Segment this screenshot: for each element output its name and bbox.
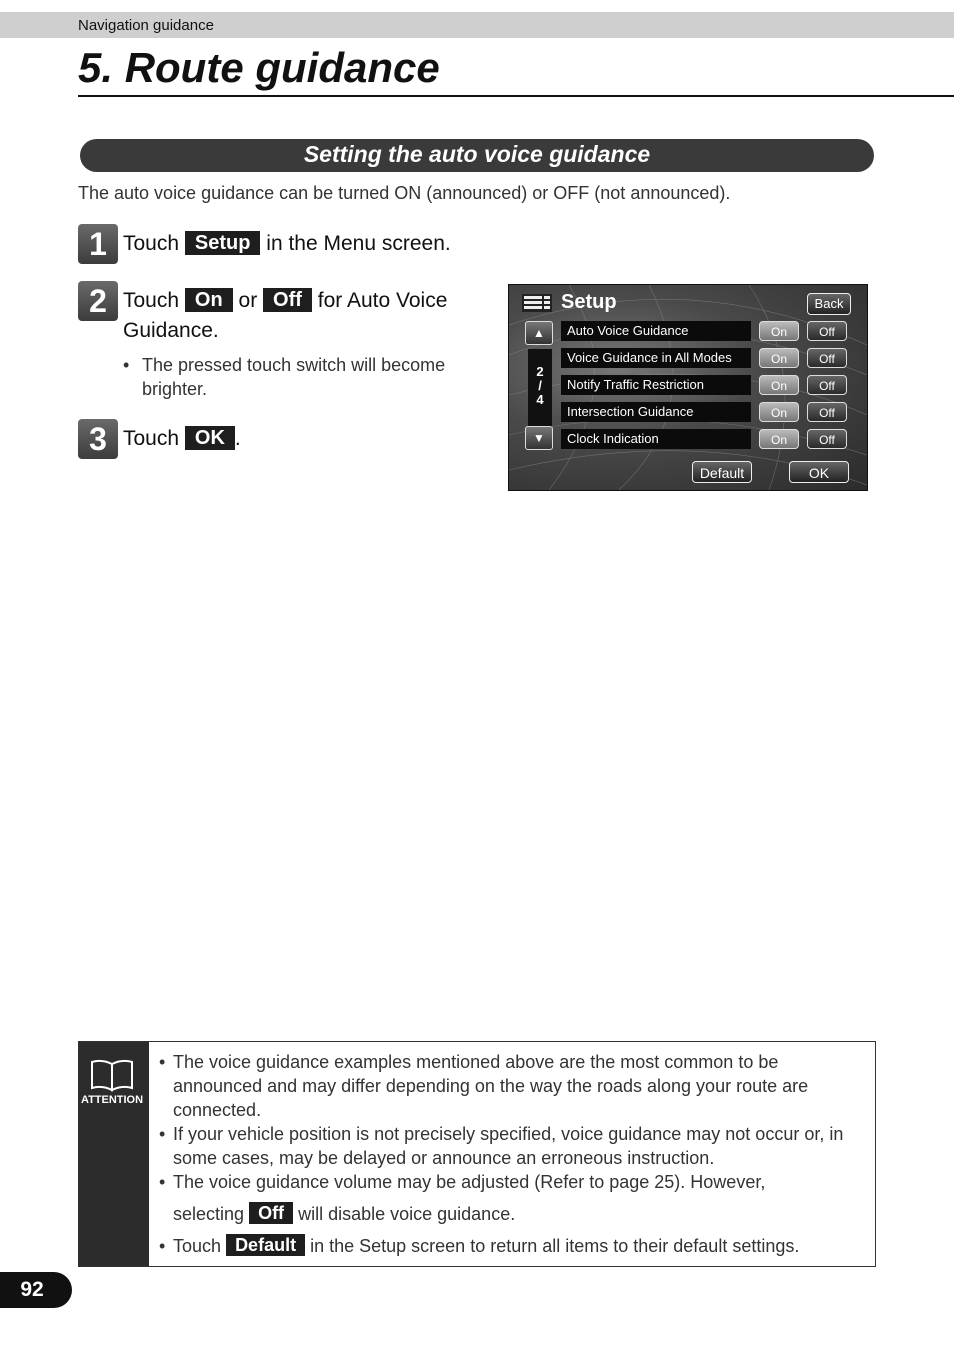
title-rule: [78, 95, 954, 97]
ok-key-label: OK: [185, 426, 235, 450]
auto-voice-guidance-off-button[interactable]: Off: [807, 321, 847, 341]
clock-indication-off-button[interactable]: Off: [807, 429, 847, 449]
attention-item: • The voice guidance examples mentioned above are the most common to be announced and may differ depending on the way the roads along your route are connected.: [159, 1052, 809, 1120]
step-1-post: in the Menu screen.: [266, 232, 451, 255]
attention-item: • If your vehicle position is not precisely specified, voice guidance may not occur or, in some cases, may be delayed or announce an erroneous instruction.: [159, 1124, 844, 1168]
on-key-label: On: [185, 288, 233, 312]
attention-box: [78, 1041, 876, 1267]
page-total: 4: [536, 392, 544, 407]
clock-indication-on-button[interactable]: On: [759, 429, 799, 449]
attention-item3-pre: selecting: [173, 1204, 245, 1224]
intro-text: The auto voice guidance can be turned ON (announced) or OFF (not announced).: [78, 183, 731, 203]
step-3-post: .: [234, 427, 241, 450]
step-2-pre: Touch: [123, 289, 180, 312]
attention-item: • The voice guidance volume may be adjusted (Refer to page 25). However,: [159, 1172, 766, 1192]
section-banner: [80, 139, 874, 172]
auto-voice-guidance-on-button[interactable]: On: [759, 321, 799, 341]
page-number: 92: [0, 1272, 72, 1308]
page-down-icon[interactable]: ▼: [525, 426, 553, 450]
back-button[interactable]: Back: [807, 293, 851, 315]
attention-item4-pre: Touch: [173, 1236, 222, 1256]
section-banner-text: Setting the auto voice guidance: [303, 141, 651, 167]
step-2-post: for Auto Voice Guidance.: [123, 289, 448, 342]
attention-item-text: The voice guidance examples mentioned above are the most common to be announced and may differ depending on the way the roads along your route are connected.: [173, 1052, 809, 1120]
step-1-text: [123, 229, 451, 259]
default-button[interactable]: Default: [692, 461, 752, 483]
header-section-label: Navigation guidance: [78, 17, 214, 34]
attention-list: [159, 1050, 869, 1258]
page-current: 2: [536, 364, 544, 379]
attention-sidebar: [79, 1042, 149, 1266]
attention-item3-post: will disable voice guidance.: [298, 1204, 516, 1224]
row-label-voice-guidance-all-modes: Voice Guidance in All Modes: [561, 348, 751, 368]
step-3-number: 3: [78, 419, 118, 459]
page-title: 5. Route guidance: [78, 44, 440, 91]
attention-item4-post: in the Setup screen to return all items to their default settings.: [310, 1236, 800, 1256]
intersection-guidance-on-button[interactable]: On: [759, 402, 799, 422]
page-separator: /: [538, 378, 542, 393]
attention-label: ATTENTION: [80, 1094, 144, 1106]
off-key-label: Off: [249, 1202, 293, 1224]
voice-guidance-all-modes-off-button[interactable]: Off: [807, 348, 847, 368]
bullet-dot: •: [123, 355, 130, 375]
setup-screen-title: Setup: [561, 291, 617, 313]
list-menu-icon: [522, 294, 552, 312]
setup-screen-image: [508, 284, 868, 491]
row-label-auto-voice-guidance: Auto Voice Guidance: [561, 321, 751, 341]
ok-button[interactable]: OK: [789, 461, 849, 483]
step-3-text: [123, 424, 241, 454]
step-2-bullet-text: The pressed touch switch will become brighter.: [142, 355, 446, 399]
step-2-mid: or: [238, 289, 258, 312]
intersection-guidance-off-button[interactable]: Off: [807, 402, 847, 422]
open-book-icon: [89, 1058, 135, 1094]
notify-traffic-restriction-off-button[interactable]: Off: [807, 375, 847, 395]
step-2-bullet: [123, 353, 483, 401]
step-1-number: 1: [78, 224, 118, 264]
notify-traffic-restriction-on-button[interactable]: On: [759, 375, 799, 395]
voice-guidance-all-modes-on-button[interactable]: On: [759, 348, 799, 368]
attention-item-text: If your vehicle position is not precisely specified, voice guidance may not occur or, in some cases, may be delayed or announce an erroneous instruction.: [173, 1124, 844, 1168]
attention-item-continuation: [159, 1202, 869, 1226]
setup-key-label: Setup: [185, 231, 261, 255]
attention-item-text: The voice guidance volume may be adjusted (Refer to page 25). However,: [173, 1172, 766, 1192]
row-label-intersection-guidance: Intersection Guidance: [561, 402, 751, 422]
header-bar: [0, 12, 954, 38]
attention-item: • Touch Default in the Setup screen to return all items to their default settings.: [159, 1235, 800, 1256]
step-3-pre: Touch: [123, 427, 180, 450]
step-2-text: [123, 286, 483, 346]
step-2-number: 2: [78, 281, 118, 321]
row-label-clock-indication: Clock Indication: [561, 429, 751, 449]
off-key-label: Off: [263, 288, 312, 312]
row-label-notify-traffic-restriction: Notify Traffic Restriction: [561, 375, 751, 395]
default-key-label: Default: [226, 1234, 305, 1256]
step-1-pre: Touch: [123, 232, 180, 255]
page-up-icon[interactable]: ▲: [525, 321, 553, 345]
